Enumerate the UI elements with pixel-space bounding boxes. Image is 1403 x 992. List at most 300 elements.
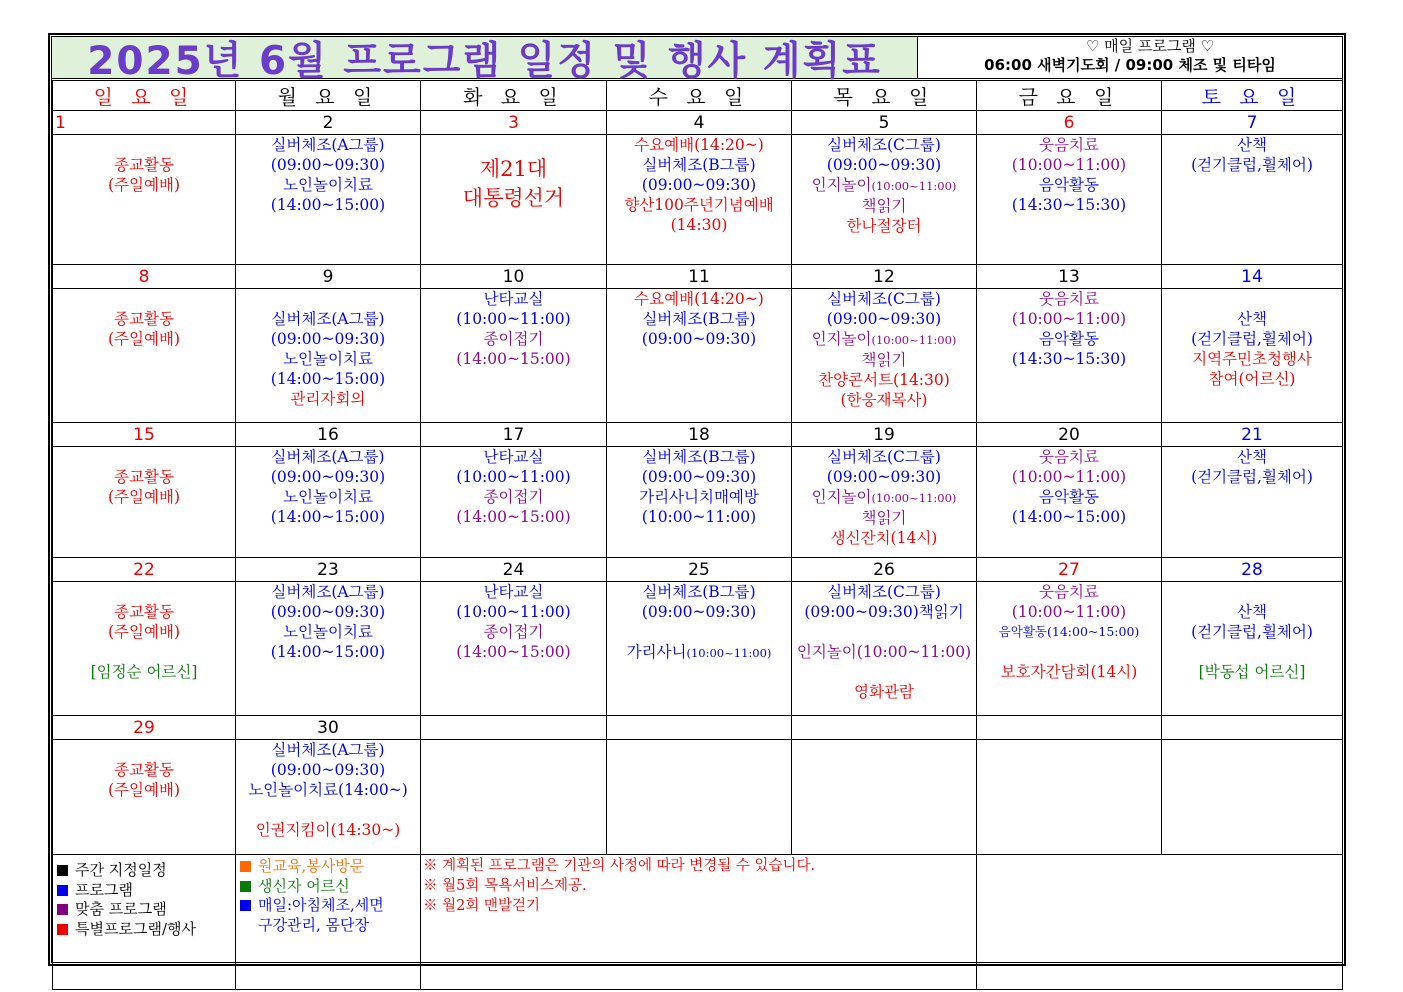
schedule-item	[421, 155, 606, 184]
schedule-item	[607, 467, 791, 487]
date-number: 6	[977, 111, 1162, 135]
day-cell[interactable]	[236, 289, 421, 423]
schedule-item	[1162, 622, 1342, 642]
schedule-item	[236, 329, 420, 349]
schedule-item-text: (09:00~09:30)	[641, 603, 757, 621]
schedule-item	[792, 447, 976, 467]
schedule-item-text: 향산100주년기념예배	[624, 196, 774, 214]
day-cell[interactable]	[607, 740, 792, 855]
date-number	[792, 716, 977, 740]
schedule-item-text: (09:00~09:30)	[270, 761, 386, 779]
day-cell[interactable]	[236, 740, 421, 855]
day-cell[interactable]	[1162, 447, 1343, 558]
date-number: 29	[53, 716, 236, 740]
day-cell[interactable]	[1162, 740, 1343, 855]
schedule-row	[53, 135, 1343, 265]
schedule-item-text: 웃음치료	[1039, 290, 1099, 308]
date-number: 15	[53, 423, 236, 447]
schedule-item	[792, 350, 976, 370]
legend-categories	[53, 855, 236, 990]
schedule-item	[977, 309, 1161, 329]
schedule-item-text: 웃음치료	[1039, 583, 1099, 601]
schedule-item	[792, 329, 976, 350]
schedule-item-text: (09:00~09:30)	[270, 603, 386, 621]
schedule-item-time: (10:00~11:00)	[686, 646, 772, 660]
day-cell[interactable]	[607, 289, 792, 423]
schedule-item	[792, 528, 976, 548]
schedule-item-text: 산책	[1237, 603, 1267, 621]
date-number-row	[53, 558, 1343, 582]
schedule-item	[1162, 309, 1342, 329]
schedule-item-text: 난타교실	[483, 290, 544, 308]
day-cell[interactable]	[1162, 135, 1343, 265]
schedule-item	[792, 216, 976, 236]
schedule-item-text: 책읽기	[861, 509, 907, 527]
schedule-item	[53, 309, 235, 329]
schedule-item	[792, 662, 976, 682]
schedule-item-text: 수요예배(14:20~)	[634, 290, 764, 308]
date-number: 26	[792, 558, 977, 582]
weekday-header: 수 요 일	[607, 81, 792, 111]
schedule-item	[53, 760, 235, 780]
schedule-item-text: 음악활동	[1039, 176, 1099, 194]
schedule-item-text: 산책	[1237, 136, 1267, 154]
day-cell[interactable]	[607, 582, 792, 716]
schedule-item	[236, 622, 420, 642]
schedule-item	[53, 780, 235, 800]
schedule-item	[977, 487, 1161, 507]
schedule-item-text: (걷기클럽,휠체어)	[1191, 468, 1313, 486]
schedule-item	[977, 622, 1161, 642]
day-cell[interactable]	[421, 289, 607, 423]
schedule-item-text: 노인놀이치료(14:00~)	[248, 781, 408, 799]
legend-label: 원교육,봉사방문	[258, 857, 365, 875]
schedule-item-text: (10:00~11:00)	[456, 603, 571, 621]
schedule-row	[53, 447, 1343, 558]
schedule-item	[792, 155, 976, 175]
schedule-item	[607, 195, 791, 215]
schedule-item	[236, 369, 420, 389]
date-number	[977, 716, 1162, 740]
schedule-item-text: (10:00~11:00)	[641, 508, 757, 526]
day-cell[interactable]	[792, 289, 977, 423]
day-cell[interactable]	[1162, 289, 1343, 423]
schedule-item-text: 실버체조(A그룹)	[271, 310, 385, 328]
schedule-item	[236, 780, 420, 800]
weekday-header: 목 요 일	[792, 81, 977, 111]
legend-square-icon	[57, 904, 68, 915]
legend-square-icon	[57, 865, 68, 876]
schedule-item	[53, 622, 235, 642]
schedule-item-text: 난타교실	[483, 448, 544, 466]
schedule-item	[792, 467, 976, 487]
schedule-item-text: 지역주민초청행사	[1192, 350, 1312, 368]
day-cell[interactable]	[792, 582, 977, 716]
schedule-item	[53, 487, 235, 507]
schedule-item	[236, 487, 420, 507]
day-cell[interactable]	[977, 447, 1162, 558]
schedule-item-text: 찬양콘서트(14:30)	[818, 371, 950, 389]
schedule-item-text: 실버체조(B그룹)	[642, 448, 756, 466]
weekday-header-row	[53, 81, 1343, 111]
day-cell[interactable]	[421, 582, 607, 716]
schedule-item-text: 음악활동(14:00~15:00)	[998, 624, 1140, 639]
schedule-item-text: [박동섭 어르신]	[1198, 663, 1306, 681]
date-number: 1	[53, 111, 236, 135]
schedule-item	[607, 155, 791, 175]
schedule-item	[236, 467, 420, 487]
legend-item	[236, 896, 420, 916]
schedule-item-text: 산책	[1237, 448, 1267, 466]
day-cell[interactable]	[977, 582, 1162, 716]
schedule-item-text: 실버체조(B그룹)	[642, 156, 756, 174]
legend-label: 맞춤 프로그램	[75, 900, 167, 918]
schedule-item-text: (주일예배)	[108, 488, 180, 506]
schedule-item	[792, 582, 976, 602]
schedule-item-text: 보호자간담회(14시)	[1000, 663, 1138, 681]
schedule-item-text: (14:00~15:00)	[270, 508, 386, 526]
schedule-item-text: (걷기클럽,휠체어)	[1191, 330, 1313, 348]
schedule-item	[792, 622, 976, 642]
schedule-item	[792, 309, 976, 329]
schedule-item	[1162, 642, 1342, 662]
day-cell[interactable]	[421, 447, 607, 558]
legend-extra	[236, 855, 421, 990]
schedule-item	[421, 602, 606, 622]
schedule-item-text: 종교활동	[114, 603, 174, 621]
legend-label: 프로그램	[75, 880, 133, 899]
schedule-item	[421, 184, 606, 213]
schedule-item	[977, 155, 1161, 175]
schedule-row	[53, 289, 1343, 423]
schedule-item-text: (09:00~09:30)	[826, 468, 942, 486]
day-cell[interactable]	[792, 740, 977, 855]
date-number-row	[53, 265, 1343, 289]
legend-label: 매일:아침체조,세면	[258, 896, 384, 914]
date-number-row	[53, 716, 1343, 740]
schedule-item-text: 인지놀이	[811, 176, 872, 194]
schedule-item	[236, 582, 420, 602]
schedule-item-text: 인지놀이	[811, 488, 872, 506]
schedule-item-text: 산책	[1237, 310, 1267, 328]
date-number: 20	[977, 423, 1162, 447]
schedule-item-text: 수요예배(14:20~)	[634, 136, 764, 154]
schedule-item-text: (10:00~11:00)	[1011, 310, 1127, 328]
schedule-item-text: 웃음치료	[1039, 448, 1099, 466]
schedule-item-text: 실버체조(C그룹)	[827, 290, 941, 308]
schedule-item-text: (09:00~09:30)	[641, 468, 757, 486]
schedule-item	[977, 195, 1161, 215]
schedule-item	[53, 135, 235, 155]
schedule-item	[53, 662, 235, 682]
schedule-item-text: 실버체조(A그룹)	[271, 136, 385, 154]
schedule-item	[792, 602, 976, 622]
date-number: 14	[1162, 265, 1343, 289]
schedule-item	[977, 582, 1161, 602]
schedule-item-text: 인지놀이(10:00~11:00)	[796, 643, 972, 661]
day-cell[interactable]	[977, 289, 1162, 423]
schedule-item-text: 종이접기	[483, 488, 544, 506]
schedule-item	[607, 642, 791, 663]
schedule-item-text: 실버체조(B그룹)	[642, 583, 756, 601]
date-number	[1162, 716, 1343, 740]
schedule-item	[236, 155, 420, 175]
schedule-item	[236, 349, 420, 369]
schedule-item	[53, 740, 235, 760]
schedule-item	[53, 175, 235, 195]
schedule-item-text: (09:00~09:30)	[641, 330, 757, 348]
schedule-item	[236, 602, 420, 622]
schedule-item-text: 실버체조(A그룹)	[271, 583, 385, 601]
schedule-item-text: 종이접기	[483, 330, 544, 348]
schedule-item	[607, 215, 791, 235]
date-number: 10	[421, 265, 607, 289]
weekday-header: 화 요 일	[421, 81, 607, 111]
daily-program-heading: ♡ 매일 프로그램 ♡	[1085, 37, 1215, 55]
date-number	[607, 716, 792, 740]
schedule-item	[53, 642, 235, 662]
schedule-item-text: (10:00~11:00)	[456, 310, 571, 328]
day-cell[interactable]	[792, 135, 977, 265]
daily-program-box	[918, 37, 1342, 79]
legend-label: 주간 지정일정	[75, 861, 167, 879]
schedule-item-text: 노인놀이치료	[283, 350, 373, 368]
schedule-item-text: 실버체조(C그룹)	[827, 583, 941, 601]
schedule-item	[236, 309, 420, 329]
schedule-item-text: 실버체조(C그룹)	[827, 448, 941, 466]
schedule-item	[1162, 135, 1342, 155]
schedule-item-text: 한나절장터	[846, 217, 922, 235]
schedule-item	[236, 195, 420, 215]
date-number: 16	[236, 423, 421, 447]
schedule-item	[236, 289, 420, 309]
schedule-item	[977, 507, 1161, 527]
legend-square-icon	[240, 881, 251, 892]
date-number: 13	[977, 265, 1162, 289]
schedule-item	[236, 740, 420, 760]
schedule-item	[421, 642, 606, 662]
schedule-item	[977, 662, 1161, 682]
page-title: 2025년 6월 프로그램 일정 및 행사 계획표	[87, 38, 882, 84]
schedule-item	[1162, 289, 1342, 309]
schedule-item-text: 관리자회의	[290, 390, 366, 408]
schedule-item	[792, 135, 976, 155]
schedule-item	[792, 682, 976, 702]
legend-square-icon	[240, 861, 251, 872]
schedule-item-text: (14:00~15:00)	[270, 643, 386, 661]
date-number: 17	[421, 423, 607, 447]
schedule-item	[421, 487, 606, 507]
day-cell[interactable]	[421, 135, 607, 265]
schedule-item	[607, 447, 791, 467]
schedule-item-text: 인지놀이	[811, 330, 872, 348]
date-number: 18	[607, 423, 792, 447]
schedule-item-text: 노인놀이치료	[283, 488, 373, 506]
legend-item	[53, 920, 235, 940]
schedule-row	[53, 582, 1343, 716]
day-cell[interactable]	[236, 135, 421, 265]
schedule-item-text: (09:00~09:30)	[641, 176, 757, 194]
title-banner	[52, 37, 918, 84]
schedule-item	[792, 642, 976, 662]
notes-cell	[421, 855, 977, 990]
schedule-item-text: 종교활동	[114, 761, 174, 779]
date-number: 5	[792, 111, 977, 135]
date-number: 12	[792, 265, 977, 289]
schedule-item	[236, 760, 420, 780]
schedule-item	[607, 329, 791, 349]
schedule-item	[1162, 329, 1342, 349]
schedule-item-time: (10:00~11:00)	[871, 333, 957, 347]
schedule-item	[53, 329, 235, 349]
schedule-item	[792, 175, 976, 196]
schedule-item-text: 가리사니	[626, 643, 687, 661]
schedule-item-text: (14:30)	[670, 216, 728, 234]
date-number-row	[53, 111, 1343, 135]
schedule-item	[977, 175, 1161, 195]
schedule-item-text: (10:00~11:00)	[456, 468, 571, 486]
schedule-item-text: (한웅재목사)	[840, 391, 928, 409]
day-cell[interactable]	[53, 447, 236, 558]
schedule-item	[1162, 602, 1342, 622]
schedule-item-text: 실버체조(B그룹)	[642, 310, 756, 328]
schedule-item	[421, 467, 606, 487]
legend-square-icon	[57, 924, 68, 935]
date-number: 9	[236, 265, 421, 289]
schedule-item	[421, 622, 606, 642]
note-text: ※ 월2회 맨발걷기	[423, 898, 540, 914]
legend-square-icon	[240, 920, 251, 931]
schedule-item	[53, 602, 235, 622]
day-cell[interactable]	[421, 740, 607, 855]
schedule-item	[977, 602, 1161, 622]
note-text: ※ 월5회 목욕서비스제공.	[423, 878, 587, 894]
day-cell[interactable]	[236, 447, 421, 558]
schedule-item-text: (주일예배)	[108, 176, 180, 194]
day-cell[interactable]	[236, 582, 421, 716]
schedule-item	[607, 289, 791, 309]
schedule-item-text: 종교활동	[114, 468, 174, 486]
schedule-item-text: 종교활동	[114, 310, 174, 328]
schedule-item	[977, 349, 1161, 369]
schedule-item-text: (09:00~09:30)	[270, 156, 386, 174]
day-cell[interactable]	[607, 447, 792, 558]
schedule-item-text: (걷기클럽,휠체어)	[1191, 623, 1313, 641]
schedule-item	[977, 289, 1161, 309]
day-cell[interactable]	[607, 135, 792, 265]
day-cell[interactable]	[53, 582, 236, 716]
schedule-item-text: 실버체조(C그룹)	[827, 136, 941, 154]
schedule-item	[53, 447, 235, 467]
schedule-item	[1162, 369, 1342, 389]
date-number	[421, 716, 607, 740]
schedule-item-text: (주일예배)	[108, 781, 180, 799]
schedule-item	[792, 289, 976, 309]
schedule-item-text: (10:00~11:00)	[1011, 156, 1127, 174]
schedule-item-text: 영화관람	[854, 683, 914, 701]
date-number: 11	[607, 265, 792, 289]
day-cell[interactable]	[977, 135, 1162, 265]
schedule-item-text: 인권지킴이(14:30~)	[255, 821, 401, 839]
day-cell[interactable]	[1162, 582, 1343, 716]
weekday-header: 월 요 일	[236, 81, 421, 111]
schedule-item-text: 노인놀이치료	[283, 176, 373, 194]
legend-square-icon	[240, 900, 251, 911]
schedule-item-text: 대통령선거	[462, 186, 565, 210]
schedule-item-text: 종이접기	[483, 623, 544, 641]
schedule-item	[607, 135, 791, 155]
schedule-item	[421, 329, 606, 349]
schedule-item	[607, 507, 791, 527]
schedule-item	[421, 349, 606, 369]
day-cell[interactable]	[792, 447, 977, 558]
schedule-item	[977, 467, 1161, 487]
date-number: 8	[53, 265, 236, 289]
schedule-item	[607, 175, 791, 195]
schedule-item-text: 웃음치료	[1039, 136, 1099, 154]
schedule-item-text: (14:30~15:30)	[1011, 196, 1127, 214]
day-cell[interactable]	[53, 740, 236, 855]
schedule-item	[1162, 467, 1342, 487]
day-cell[interactable]	[977, 740, 1162, 855]
legend-item	[236, 916, 420, 936]
schedule-item-text: 책읽기	[861, 197, 907, 215]
schedule-item-text: (주일예배)	[108, 330, 180, 348]
date-number: 19	[792, 423, 977, 447]
schedule-item-text: 난타교실	[483, 583, 544, 601]
date-number: 27	[977, 558, 1162, 582]
schedule-item-text: (14:00~15:00)	[270, 196, 386, 214]
schedule-item	[1162, 582, 1342, 602]
date-number-row	[53, 423, 1343, 447]
legend-label: 특별프로그램/행사	[75, 919, 196, 938]
schedule-item	[977, 642, 1161, 662]
schedule-item	[607, 487, 791, 507]
schedule-item-text: (14:00~15:00)	[1011, 508, 1127, 526]
date-number: 3	[421, 111, 607, 135]
schedule-item-text: (09:00~09:30)	[826, 156, 942, 174]
schedule-item	[607, 602, 791, 622]
date-number: 23	[236, 558, 421, 582]
schedule-item	[792, 508, 976, 528]
date-number: 4	[607, 111, 792, 135]
schedule-item-text: 음악활동	[1039, 488, 1099, 506]
schedule-item-text: (14:00~15:00)	[270, 370, 386, 388]
empty-cell	[977, 855, 1343, 990]
schedule-item-text: (10:00~11:00)	[1011, 603, 1127, 621]
schedule-item	[1162, 155, 1342, 175]
schedule-item-text: (10:00~11:00)	[1011, 468, 1127, 486]
schedule-item-text: [임정순 어르신]	[90, 663, 198, 681]
day-cell[interactable]	[53, 289, 236, 423]
weekday-header: 토 요 일	[1162, 81, 1343, 111]
date-number: 28	[1162, 558, 1343, 582]
schedule-item	[977, 135, 1161, 155]
weekday-header: 일 요 일	[53, 81, 236, 111]
schedule-item	[421, 447, 606, 467]
calendar-table	[52, 80, 1343, 990]
legend-row	[53, 855, 1343, 990]
schedule-item-text: (09:00~09:30)	[270, 330, 386, 348]
legend-item	[236, 857, 420, 877]
schedule-item-text: (09:00~09:30)	[270, 468, 386, 486]
day-cell[interactable]	[53, 135, 236, 265]
schedule-item-text: 종교활동	[114, 156, 174, 174]
date-number: 2	[236, 111, 421, 135]
date-number: 24	[421, 558, 607, 582]
schedule-item-text: (09:00~09:30)책읽기	[804, 603, 964, 621]
legend-item	[53, 861, 235, 881]
